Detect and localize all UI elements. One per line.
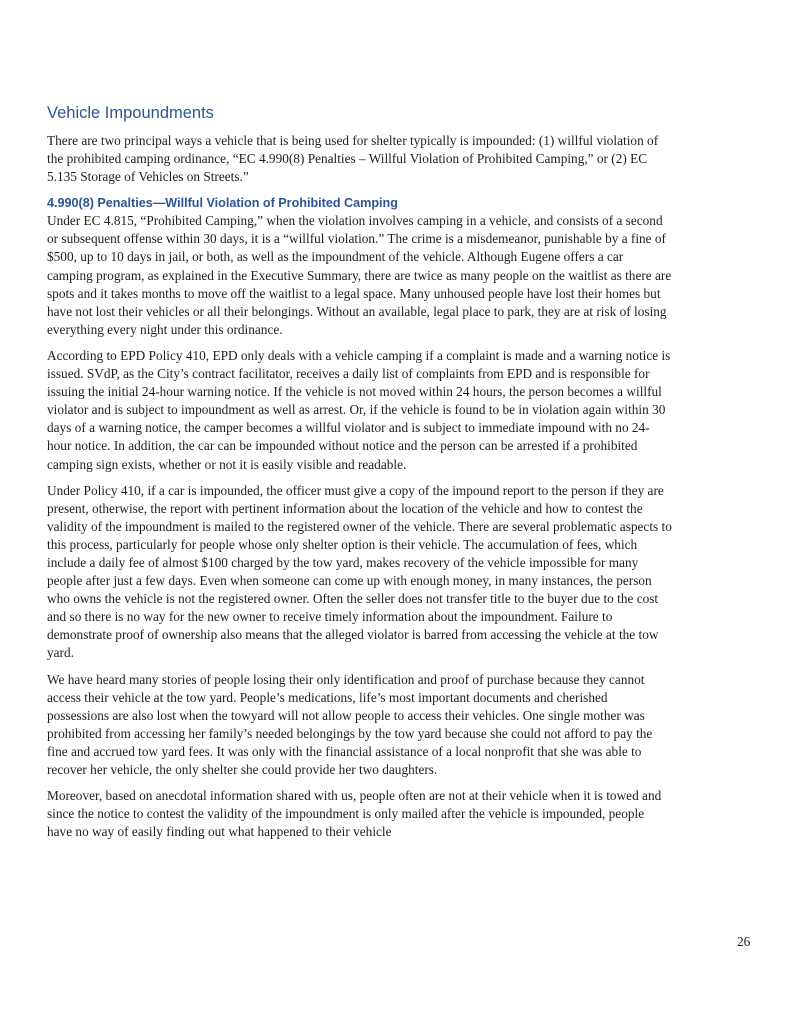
body-paragraph-5: Moreover, based on anecdotal information shared with us, people often are not at their vehicle when it is towed and since the notice to contest the validity of the impoundment is only mailed after the vehicle is impounded, people have no way of easily finding out what happened to their vehicle — [47, 788, 662, 840]
page-number: 26 — [737, 934, 751, 949]
body-paragraph-2: According to EPD Policy 410, EPD only deals with a vehicle camping if a complaint is made and a warning notice is issued. SVdP, as the City’s contract facilitator, receives a daily list of complaints from EPD and is responsible for issuing the initial 24-hour warning notice. If the vehicle is not moved within 24 hours, the person becomes a willful violator and is subject to impoundment as well as arrest. Or, if the vehicle is found to be in violation again within 30 days of a warning notice, the camper becomes a willful violator and is subject to immediate impound with no 24-hour notice. In addition, the car can be impounded without notice and the person can be arrested if a prohibited camping sign exists, whether or not it is easily visible and readable. — [47, 347, 671, 472]
subsection-heading: 4.990(8) Penalties—Willful Violation of Prohibited Camping — [47, 196, 398, 211]
section-heading: Vehicle Impoundments — [47, 104, 214, 122]
body-paragraph-1: Under EC 4.815, “Prohibited Camping,” when the violation involves camping in a vehicle, and consists of a second or subsequent offense within 30 days, it is a “willful violation.” The crime is a misdemeanor, punishable by a fine of $500, up to 10 days in jail, or both, as well as the impoundment of the vehicle. Although Eugene offers a car camping program, as explained in the Executive Summary, there are twice as many people on the waitlist as there are spots and it takes months to move off the waitlist to a legal space. Many unhoused people have lost their homes but have not lost their vehicles or all their belongings. Without an available, legal place to park, they are at risk of losing everything every night under this ordinance. — [47, 213, 672, 337]
page-content — [47, 103, 672, 849]
body-paragraph-3: Under Policy 410, if a car is impounded, the officer must give a copy of the impound report to the person if they are present, otherwise, the report with pertinent information about the location of the vehicle and how to contest the validity of the impoundment is mailed to the registered owner of the vehicle. There are several problematic aspects to this process, particularly for people whose only shelter option is their vehicle. The accumulation of fees, which include a daily fee of almost $100 charged by the tow yard, makes recovery of the vehicle impossible for many people after just a few days. Even when someone can come up with enough money, in many instances, the person who owns the vehicle is not the registered owner. Often the seller does not transfer title to the buyer due to the cost and so there is no way for the new owner to receive timely information about the impoundment. Failure to demonstrate proof of ownership also means that the alleged violator is barred from accessing the vehicle at the tow yard. — [47, 482, 672, 661]
intro-paragraph: There are two principal ways a vehicle that is being used for shelter typically is impounded: (1) willful violation of the prohibited camping ordinance, “EC 4.990(8) Penalties – Willful Violation of Prohibited Camping,” or (2) EC 5.135 Storage of Vehicles on Streets.” — [47, 133, 659, 185]
body-paragraph-4: We have heard many stories of people losing their only identification and proof of purchase because they cannot access their vehicle at the tow yard. People’s medications, life’s most important documents and cherished possessions are also lost when the towyard will not allow people to access their vehicles. One single mother was prohibited from accessing her family’s needed belongings by the tow yard because she could not afford to pay the fine and accrued tow yard fees. It was only with the financial assistance of a local nonprofit that she was able to recover her vehicle, the only shelter she could provide her two daughters. — [47, 671, 653, 777]
